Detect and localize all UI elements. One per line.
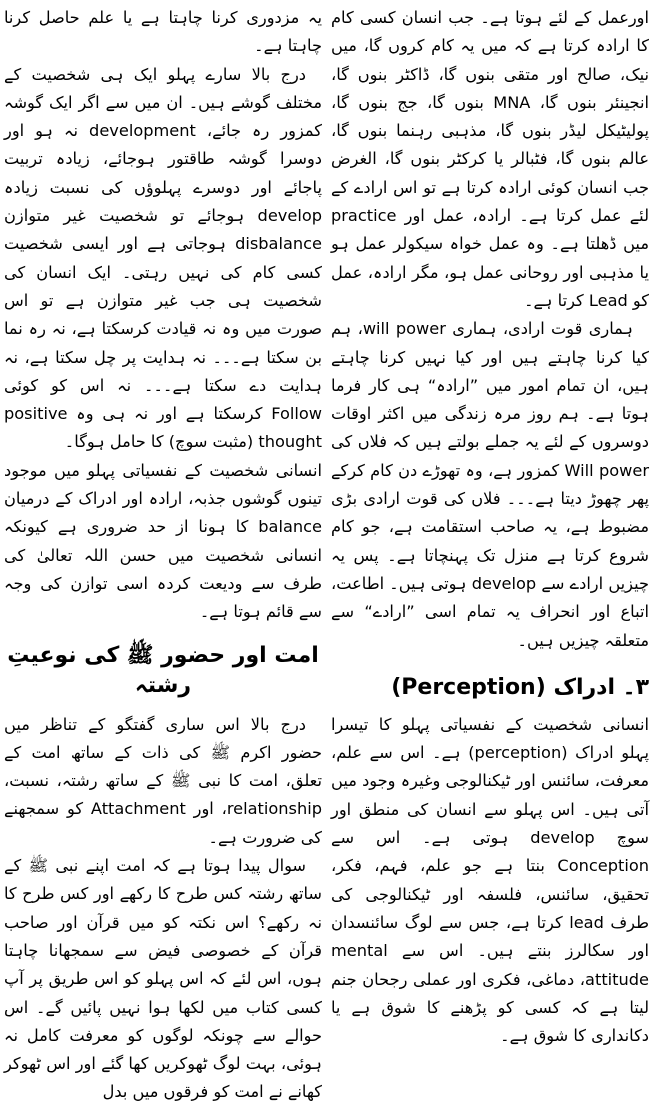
- column-gutter: [324, 6, 325, 1022]
- section-heading-umma-relationship: امت اور حضور ﷺ کی نوعیتِ رشتہ: [7, 642, 319, 698]
- paragraph-intention-action: اورعمل کے لئے ہوتا ہے۔ جب انسان کسی کام کا ارادہ کرتا ہے کہ میں یہ کام کروں گا، میں نیک، صالح اور متقی بنوں گا، ڈاکٹر بنوں گا، انجینئر بنوں گا، MNA بنوں گا، جج بنوں گا، پولیٹیکل لیڈر بنوں گا، مذہبی رہنما بنوں گا، عالم بنوں گا، فٹبالر یا کرکٹر بنوں گا، الغرض جب انسان کوئی ارادہ کرتا ہے تو اس ارادے کے لئے عمل کرتا ہے۔ ارادہ، عمل اور practice میں ڈھلتا ہے۔ وہ عمل خواہ سیکولر عمل ہو یا مذہبی اور روحانی عمل ہو، مگر ارادہ، عمل کو Lead کرتا ہے۔: [331, 8, 649, 310]
- paragraph-continuation: یہ مزدوری کرنا چاہتا ہے یا علم حاصل کرنا چاہتا ہے۔: [4, 8, 322, 56]
- paragraph-balance-of-personality: درج بالا سارے پہلو ایک ہی شخصیت کے مختلف گوشے ہیں۔ ان میں سے اگر ایک گوشہ کمزور رہ جائے، development نہ ہو اور دوسرا گوشہ طاقتور ہوجائے، زیادہ تربیت پاجائے اور دوسرے پہلوؤں کی نسبت زیادہ develop ہوجائے تو شخصیت غیر متوازن disbalance ہوجاتی ہے اور ایسی شخصیت کسی کام کی نہیں رہتی۔ ایک انسان کی شخصیت ہی جب غیر متوازن ہے تو اس صورت میں وہ نہ قیادت کرسکتا ہے، نہ رہ نما بن سکتا ہے۔۔۔ نہ ہدایت پر چل سکتا ہے، نہ ہدایت دے سکتا ہے۔۔۔ نہ اس کو کوئی Follow کرسکتا ہے اور نہ ہی وہ positive thought (مثبت سوچ) کا حامل ہوگا۔: [4, 64, 322, 452]
- paragraph-perception: انسانی شخصیت کے نفسیاتی پہلو کا تیسرا پہلو ادراک (perception) ہے۔ اس سے علم، معرفت، سائنس اور ٹیکنالوجی وغیرہ وجود میں آتی ہیں۔ اس پہلو سے انسان کی منطق اور سوچ develop ہوتی ہے۔ اس سے Conception بنتا ہے جو علم، فہم، فکر، تحقیق، سائنس، فلسفہ اور ٹیکنالوجی کی طرف lead کرتا ہے، جس سے لوگ سائنسدان اور سکالرز بنتے ہیں۔ اس سے mental attitude، دماغی، فکری اور عملی رجحان جنم لیتا ہے کہ کسی کو پڑھنے کا شوق ہے یا دکانداری کا شوق ہے۔: [331, 714, 649, 1046]
- paragraph-context: درج بالا اس ساری گفتگو کے تناظر میں حضور اکرم ﷺ کی ذات کے ساتھ امت کے تعلق، امت کا نبی ﷺ کے ساتھ رشتہ، نسبت، relationship، اور Attachment کو سمجھنے کی ضرورت ہے۔: [4, 714, 322, 847]
- paragraph-psychological-balance: انسانی شخصیت کے نفسیاتی پہلو میں موجود تینوں گوشوں جذبہ، ارادہ اور ادراک کے درمیان balance کا ہونا از حد ضروری ہے کیونکہ انسانی شخصیت میں حسن اللہ تعالیٰ کی طرف سے ودیعت کردہ اسی توازن کی وجہ سے قائم ہوتا ہے۔: [4, 460, 322, 622]
- section-heading-perception: ۳۔ ادراک (Perception): [391, 674, 649, 700]
- paragraph-question: سوال پیدا ہوتا ہے کہ امت اپنے نبی ﷺ کے ساتھ رشتہ کس طرح کا رکھے اور کس طرح کا نہ رکھے؟ اس نکتہ کو میں قرآن اور صاحب قرآن کے خصوصی فیض سے سمجھانا چاہتا ہوں، اس لئے کہ اس پہلو کو اس طریق پر آپ کسی کتاب میں لکھا ہوا نہیں پائیں گے۔ اس حوالے سے چونکہ لوگوں کو معرفت کامل نہ ہوئی، بہت لوگ ٹھوکریں کھا گئے اور اس ٹھوکر کھانے نے امت کو فرقوں میں بدل: [4, 856, 322, 1102]
- paragraph-will-power: ہماری قوت ارادی، ہماری will power، ہم کیا کرنا چاہتے ہیں اور کیا نہیں کرنا چاہتے ہیں، ان تمام امور میں ”ارادہ“ ہی کار فرما ہوتا ہے۔ ہم روز مرہ زندگی میں اکثر اوقات دوسروں کے لئے یہ جملے بولتے ہیں کہ فلاں کی Will power کمزور ہے، وہ تھوڑے دن کام کرکے پھر چھوڑ دیتا ہے۔۔۔ فلاں کی قوت ارادی بڑی مضبوط ہے، یہ صاحب استقامت ہے، جو کام شروع کرتا ہے منزل تک پہنچاتا ہے۔ پس یہ چیزیں ارادے سے develop ہوتی ہیں۔ اطاعت، اتباع اور انحراف یہ تمام اسی ”ارادے“ سے متعلقہ چیزیں ہیں۔: [331, 319, 649, 650]
- left-column: [4, 4, 322, 1107]
- right-column: [331, 4, 649, 1050]
